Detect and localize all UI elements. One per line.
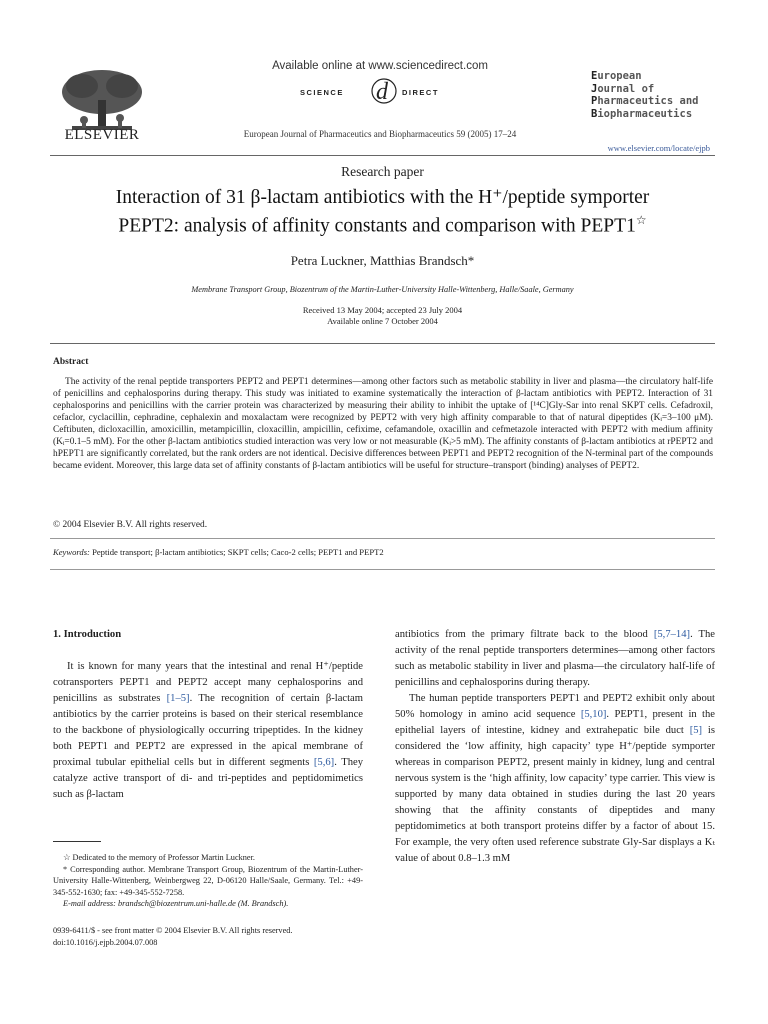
- citation-link[interactable]: [5,7–14]: [653, 629, 691, 640]
- body-text: . The activity of the renal peptide transporters determines—among other factors such as metabolic stability in liver and plasma—the circulatory half-life of penicillins and cephalosporins during therapy.: [395, 629, 716, 688]
- citation-link[interactable]: [5]: [689, 725, 703, 736]
- body-text: It is known for many years that the intestinal and renal H⁺/peptide cotransporters PEPT1 and PEPT2 accept many cephalosporins and penicillins as substrates: [53, 661, 363, 704]
- author-list: Petra Luckner, Matthias Brandsch*: [290, 253, 475, 268]
- body-text: . They catalyze active transport of di- and tri-peptides and peptidomimetics such as β-lactam: [53, 757, 363, 800]
- dedication-footnote: ☆ Dedicated to the memory of Professor Martin Luckner.: [63, 853, 255, 862]
- title-line-1: Interaction of 31 β-lactam antibiotics with the H⁺/peptide symporter: [115, 187, 650, 208]
- brand-line: Biopharmaceutics: [591, 107, 693, 120]
- sd-left-text: SCIENCE: [300, 88, 344, 97]
- email-footnote: E-mail address: brandsch@biozentrum.uni-halle.de (M. Brandsch).: [63, 899, 289, 909]
- header-divider: [50, 155, 715, 156]
- article-dates: [50, 305, 715, 327]
- keywords-divider: [50, 538, 715, 539]
- footnote-divider: [53, 841, 101, 842]
- intro-paragraph-3: [395, 691, 715, 867]
- journal-citation: European Journal of Pharmaceutics and Biopharmaceutics 59 (2005) 17–24: [243, 129, 517, 139]
- available-online-text: Available online at www.sciencedirect.com: [272, 60, 488, 72]
- publisher-name: ELSEVIER: [64, 127, 140, 143]
- journal-url-link[interactable]: www.elsevier.com/locate/ejpb: [607, 143, 710, 153]
- online-date: Available online 7 October 2004: [327, 316, 438, 326]
- intro-paragraph-2: [395, 627, 715, 691]
- body-text: The human peptide transporters PEPT1 and PEPT2 exhibit only about 50% homology in amino acid sequence: [395, 693, 715, 720]
- article-title: [50, 186, 715, 238]
- title-line-2: PEPT2: analysis of affinity constants and comparison with PEPT1: [118, 215, 636, 237]
- citation-link[interactable]: [5,6]: [313, 757, 335, 768]
- abstract-text: The activity of the renal peptide transporters PEPT2 and PEPT1 determines—among other factors such as metabolic stability in liver and plasma—the circulatory half-life of penicillins and cephalosporins during therapy. This study was initiated to examine systematically the interaction of β-lactam antibiotics with PEPT2. Interaction of 31 cephalosporins and penicillins with the carrier protein was characterized by measuring their ability to inhibit the uptake of [¹⁴C]Gly-Sar into renal SKPT cells. Cefadroxil, cefaclor, cyclacillin, cephradine, cephalexin and moxalactam were recognized by PEPT2 with very high affinity comparable to that of natural dipeptides (Kᵢ=3–100 μM). Ceftibuten, dicloxacillin, amoxicillin, metampicillin, cloxacillin, ampicillin, cefixime, cefamandole, oxacillin and cefmetazole interacted with PEPT2 with medium affinity (Kᵢ=0.1–5 mM). For the other β-lactam antibiotics studied interaction was very low or not measurable (Kᵢ>5 mM). The affinity constants of β-lactam antibiotics at rPEPT2 and hPEPT1 are significantly correlated, but the rank orders are not identical. Decisive differences between PEPT1 and PEPT2 recognition of the N-terminal part of the compounds became evident. Moreover, this large data set of affinity constants of β-lactam antibiotics will be useful for structure–transport (binding) analyses of PEPT2.: [53, 377, 713, 471]
- brand-line: Pharmaceutics and: [591, 95, 699, 107]
- issn-line: 0939-6411/$ - see front matter © 2004 Elsevier B.V. All rights reserved.: [53, 926, 293, 935]
- abstract-copyright: © 2004 Elsevier B.V. All rights reserved.: [53, 520, 208, 530]
- affiliation: Membrane Transport Group, Biozentrum of the Martin-Luther-University Halle-Wittenberg, Halle/Saale, Germany: [191, 285, 574, 294]
- brand-line: Journal of: [591, 82, 655, 95]
- corresponding-footnote: * Corresponding author. Membrane Transport Group, Biozentrum of the Martin-Luther-University Halle-Wittenberg, Weinbergweg 22, D-06120 Halle/Saale, Germany. Tel.: +49-345-552-1630; fax: +49-345-552-7258.: [53, 864, 363, 897]
- sd-glyph-text: d: [376, 79, 388, 105]
- body-text: antibiotics from the primary filtrate back to the blood: [395, 629, 654, 640]
- front-matter: [53, 925, 383, 948]
- right-column: [395, 627, 715, 867]
- keywords: [53, 547, 713, 557]
- body-text: is considered the ‘low affinity, high capacity’ type H⁺/peptide symporter whereas in comparison PEPT2, present mainly in kidney, lung and central nervous system is the ‘high affinity, low capacity’ type carrier. This view is supported by many data obtained in studies during the last 20 years showing that the affinity constants of dipeptides and many peptidomimetics at both transport proteins differ by a factor of about 15. For example, the very often used reference substrate Gly-Sar displays a Kₜ value of about 0.8–1.3 mM: [395, 725, 715, 864]
- citation-link[interactable]: [1–5]: [166, 693, 190, 704]
- title-footnote-mark[interactable]: ☆: [635, 213, 647, 227]
- journal-brand: [591, 70, 711, 120]
- body-text: . PEPT1, present in the epithelial layers of intestine, kidney and extrahepatic bile duct: [395, 709, 716, 736]
- sd-right-text: DIRECT: [402, 88, 439, 97]
- abstract-divider: [50, 343, 715, 344]
- doi-line: doi:10.1016/j.ejpb.2004.07.008: [53, 937, 158, 947]
- keywords-text: Peptide transport; β-lactam antibiotics; SKPT cells; Caco-2 cells; PEPT1 and PEPT2: [89, 547, 384, 557]
- abstract-heading: Abstract: [53, 357, 89, 367]
- section-heading: 1. Introduction: [53, 629, 122, 640]
- citation-link[interactable]: [5,10]: [580, 709, 607, 720]
- keywords-bottom-divider: [50, 569, 715, 570]
- sciencedirect-logo: [292, 77, 472, 105]
- received-date: Received 13 May 2004; accepted 23 July 2004: [302, 305, 463, 315]
- article-type: Research paper: [341, 164, 424, 179]
- footnotes: [53, 852, 363, 910]
- body-text: . The recognition of certain β-lactam antibiotics by the carrier proteins is based on their sterical resemblance to the backbone of physiologically occurring tripeptides. In the kidney both PEPT1 and PEPT2 are expressed in the apical membrane of proximal tubular epithelial cells but in different segments: [53, 693, 363, 768]
- brand-line: European: [591, 70, 642, 82]
- left-column: [53, 659, 363, 803]
- intro-paragraph-1: [53, 659, 363, 803]
- keywords-label: Keywords:: [53, 547, 90, 557]
